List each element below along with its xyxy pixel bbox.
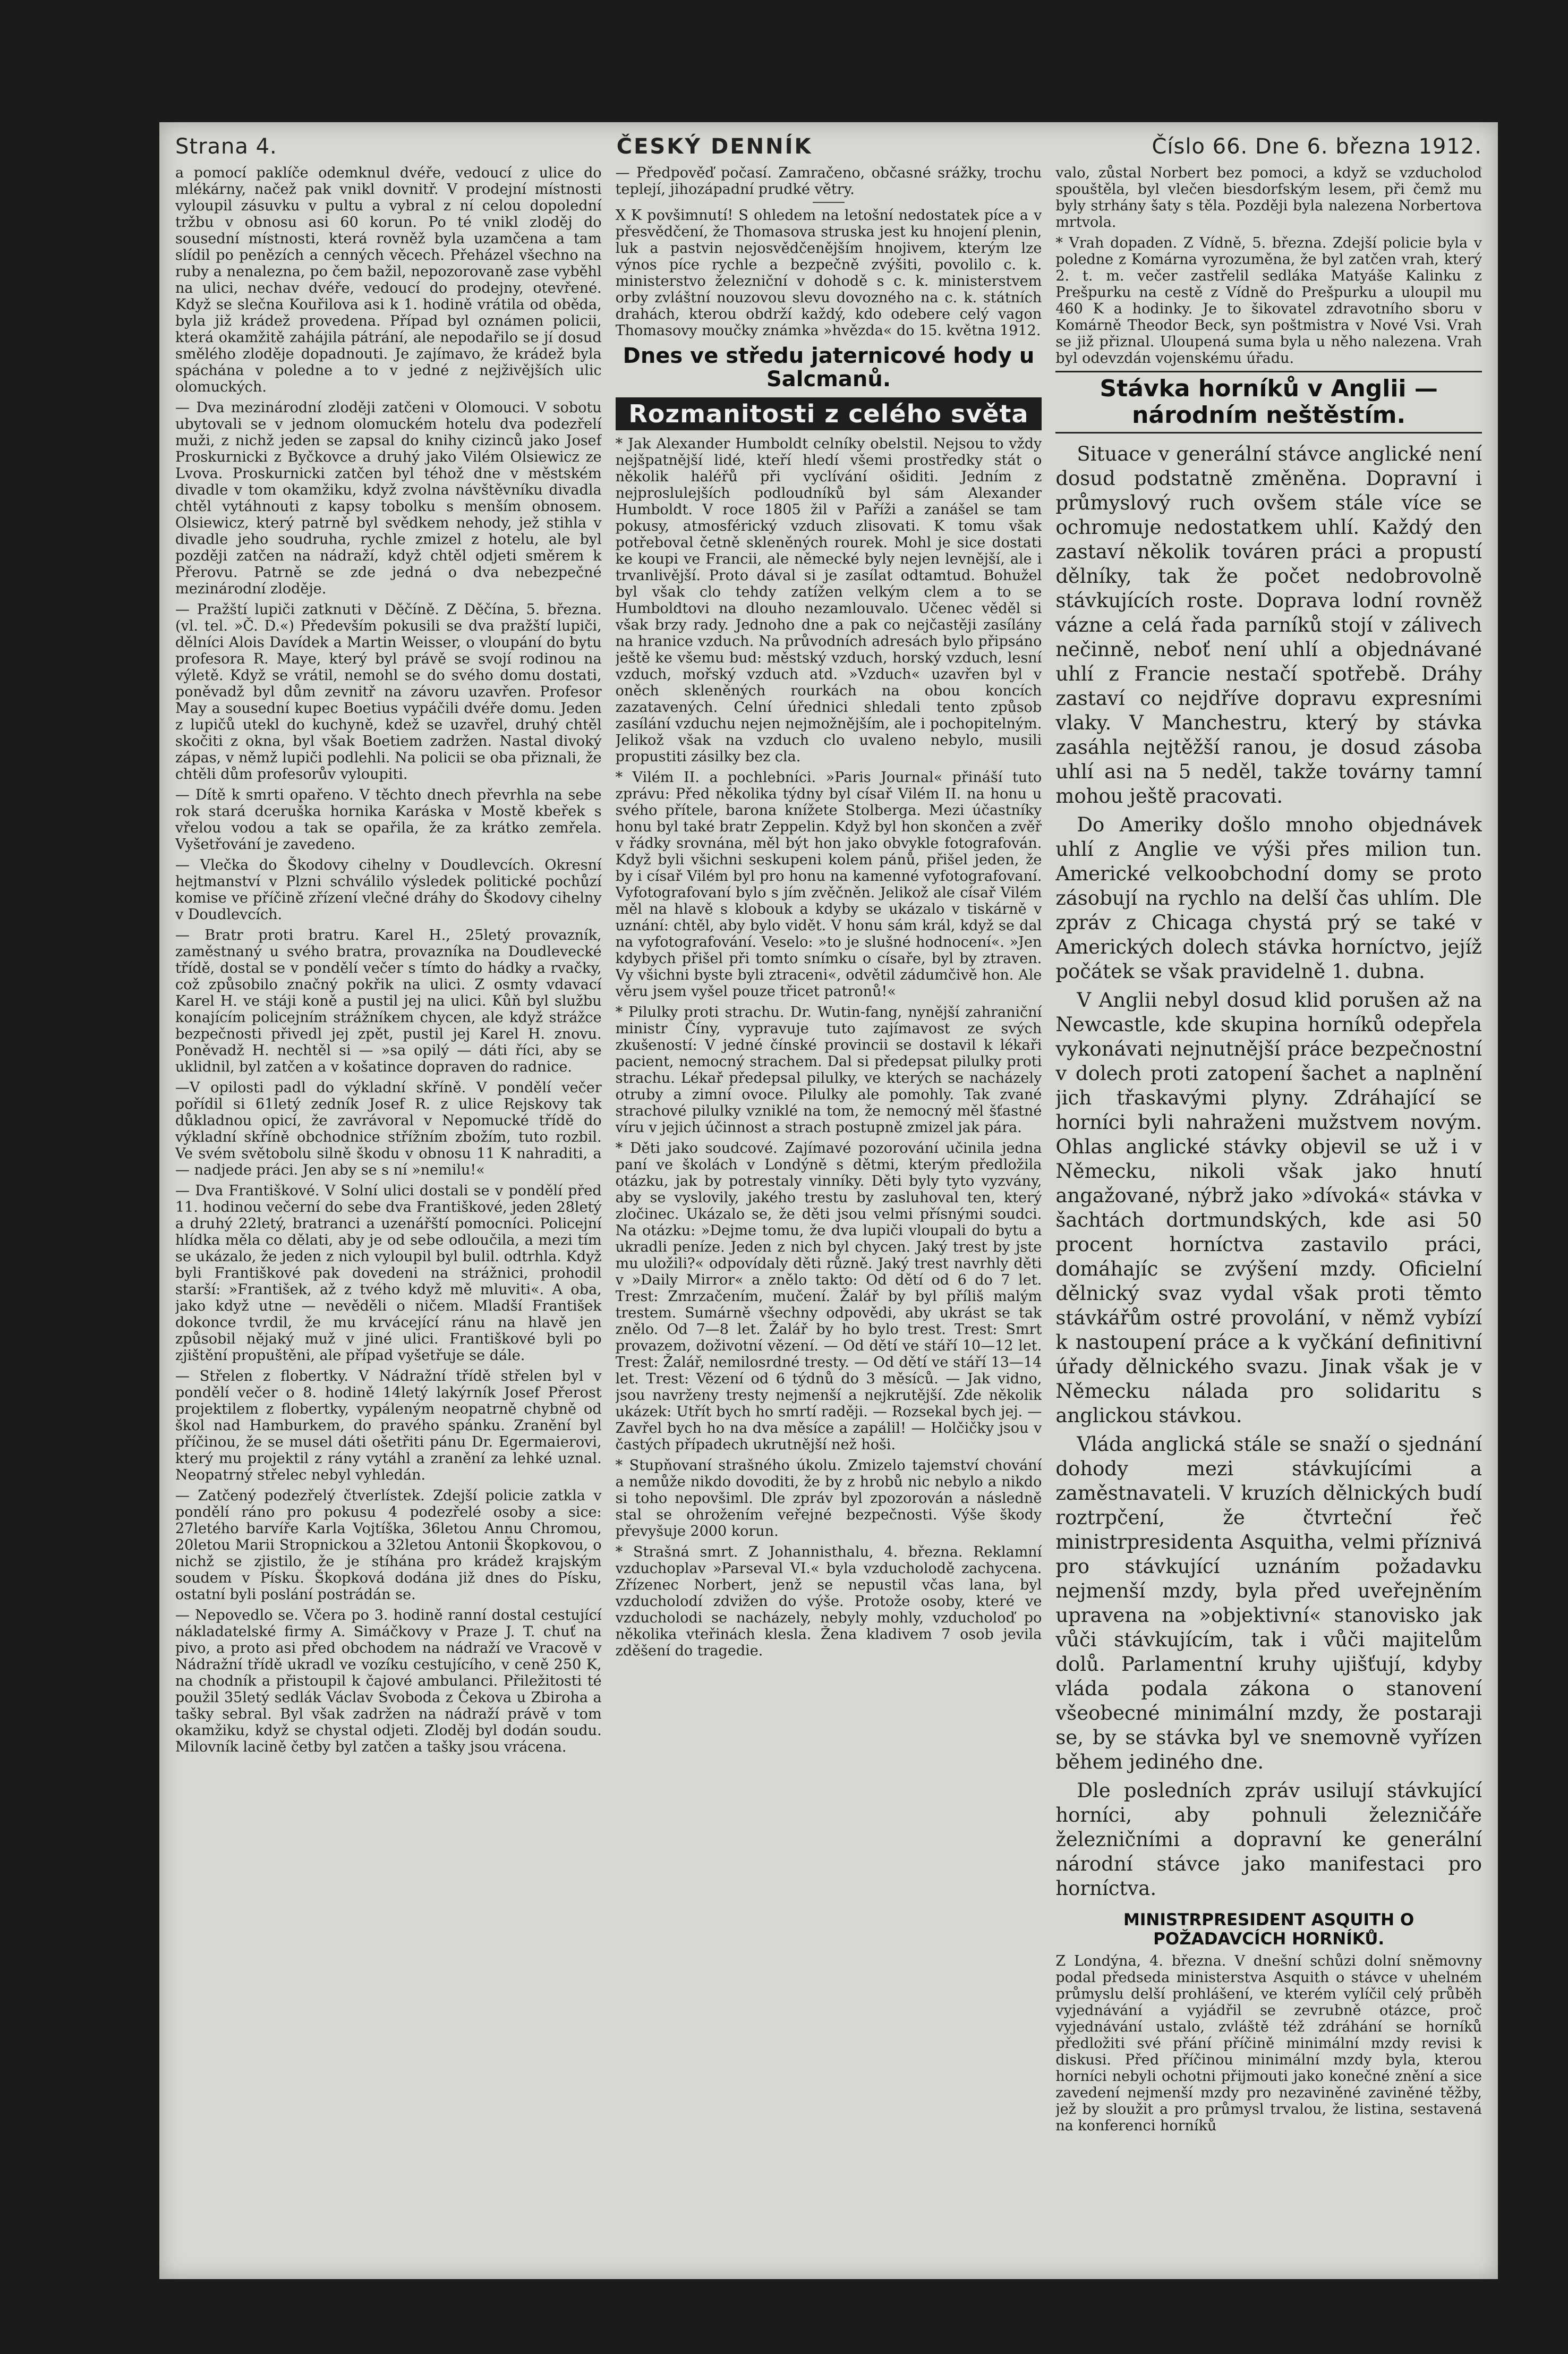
article-paragraph: * Jak Alexander Humboldt celníky obelstil. Nejsou to vždy nejšpatnější lidé, kteří hledí všemi prostředky stát o několik haléřů při vyclívání ošiditi. Jedním z nejproslulejších podloudníků byl sám Alexander Humboldt. V roce 1805 žil v Paříži a zanášel se tam pokusy, atmosférický vzduch zlisovati. K tomu však potřeboval četně skleněných rourek. Mohl je sice dostati ke koupi ve Francii, ale německé byly nejen levnější, ale i trvanlivější. Proto dával si je zasílat odtamtud. Bohužel byl však clo tehdy zatížen velkým clem a to se Humboldtovi na dlouho nezamlouvalo. Učenec věděl si však brzy rady. Jednoho dne a pak co nejčastěji zasílány na hranice vzduch. Na průvodních adresách bylo připsáno ještě ke všemu bud: městský vzduch, horský vzduch, lesní vzduch, mořský vzduch atd. »Vzduch« uzavřen byl v oněch skleněných rourkách na obou koncích zazatavených. Celní úřednici shledali tento způsob zasílání vzduchu nejen nejmožnějším, ale i pochopitelným. Jelikož však na vzduch clo uvaleno nebylo, musili propustiti zásilky bez cla. — [615, 436, 1042, 765]
article-paragraph: Z Londýna, 4. března. V dnešní schůzi dolní sněmovny podal předseda ministerstva Asquith o stávce v uhelném průmyslu delší prohlášení, ve kterém vylíčil celý průběh vyjednávání a vyjádřil se zevrubně otázce, proč vyjednávání ustalo, zvláště též zdráhání se horníků předložiti své přání příčině minimální mzdy revisi k diskusi. Před příčinou minimální mzdy byla, kterou horníci nebyli ochotni přijmouti jako konečné znění a sice zavedení nejmenší mzdy pro nezaviněné zaviněné těžby, jež by sloužit a pro průmysl trvalou, že listina, sestavená na konferenci horníků — [1055, 1953, 1482, 2134]
article-paragraph: Situace v generální stávce anglické není dosud podstatně změněna. Dopravní i průmyslový ruch ovšem stále více se ochromuje nedostatkem uhlí. Každý den zastaví několik továren práci a propustí dělníky, tak že počet nedobrovolně stávkujících roste. Doprava lodní rovněž vázne a celá řada parníků stojí v zálivech nečinně, neboť není uhlí a objednávané uhlí z Francie nestačí spotřebě. Dráhy zastaví co nejdříve dopravu expresními vlaky. V Manchestru, který by stávka zasáhla nejtěžší ranou, je dosud zásoba uhlí asi na 5 neděl, takže továrny tamní mohou ještě pracovati. — [1055, 443, 1482, 808]
newspaper-page — [159, 122, 1498, 2279]
article-paragraph: * Vrah dopaden. Z Vídně, 5. března. Zdejší policie byla v poledne z Komárna vyrozuměna, že byl zatčen vrah, který 2. t. m. večer zastřelil sedláka Matyáše Kalinku z Prešpurku na cestě z Vídně do Prešpurku a uloupil mu 460 K a hodinky. Je to šikovatel zdravotního sboru v Komárně Theodor Beck, syn poštmistra v Nové Vsi. Vrah se již přiznal. Uloupená suma byla u něho nalezena. Vrah byl odevzdán vojenskému úřadu. — [1055, 235, 1482, 367]
article-paragraph: Dle posledních zpráv usilují stávkující horníci, aby pohnuli železničáře železničními a dopravní ke generální národní stávce jako manifestaci pro horníctva. — [1055, 1779, 1482, 1900]
article-paragraph: * Strašná smrt. Z Johannisthalu, 4. března. Reklamní vzduchoplav »Parseval VI.« byla vzducholodě zachycena. Zřízenec Norbert, jenž se nepustil včas lana, byl vzducholodí zdvižen do výše. Protože osoby, které ve vzducholodi se nacházely, nebyly mohly, vzducholoď po několika vteřinách klesla. Žena kladivem 7 osob jevila zděšení do tragedie. — [615, 1544, 1042, 1659]
divider — [813, 202, 845, 203]
article-paragraph: * Pilulky proti strachu. Dr. Wutin-fang, nynější zahraniční ministr Číny, vypravuje tuto zajímavost ze svých zkušeností: V jedné čínské provincii se dostavil k lékaři pacient, nemocný strachem. Dal si předepsat pilulky proti strachu. Lékař předepsal pilulky, ve kterých se nacházely otruby a zimní ovoce. Pilulky ale pomohly. Tak zvané strachové pilulky vzniklé na tom, že nemocný měl šťastné víru v jejich účinnost a strach postupně zmizel jak pára. — [615, 1004, 1042, 1136]
article-paragraph: — Nepovedlo se. Včera po 3. hodině ranní dostal cestující nákladatelské firmy A. Simáčkovy v Praze J. T. chuť na pivo, a proto asi před obchodem na nádraží ve Vracově v Nádražní třídě ukradl ve vozíku cestujícího, v ceně 250 K, na chodník a přistoupil k čajové ambulanci. Přiležitosti té použil 35letý sedlák Václav Svoboda z Čekova u Zbiroha a tašky sebral. Byl však zadržen na nádraží právě v tom okamžiku, když se chystal odjeti. Zloděj byl dodán soudu. Milovník lacině četby byl zatčen a tašky jsou vrácena. — [175, 1607, 602, 1755]
subheadline: MINISTRPRESIDENT ASQUITH O POŽADAVCÍCH HORNÍKŮ. — [1123, 1910, 1414, 1949]
column-1 — [175, 165, 602, 2258]
masthead — [175, 131, 1482, 163]
ad-headline: Dnes ve středu jaternicové hody u Salcmanů. — [623, 344, 1035, 392]
section-banner: Rozmanitosti z celého světa — [616, 397, 1042, 430]
article-paragraph: valo, zůstal Norbert bez pomoci, a když se vzducholoď spouštěla, byl vlečen biesdorfským lesem, při čemž mu byly strhány šaty s těla. Později byla nalezena Norbertova mrtvola. — [1055, 165, 1482, 231]
newspaper-title: ČESKÝ DENNÍK — [616, 134, 813, 159]
article-paragraph: * Stupňovaní strašného úkolu. Zmizelo tajemství chování a nemůže nikdo dovoditi, že by z hrobů nic nebylo a nikdo si toho nepovšiml. Dle zpráv byl zpozorován a následně stal se ohrožením veřejné bezpečnosti. Výše škody převyšuje 2000 korun. — [615, 1457, 1042, 1540]
article-paragraph: — Vlečka do Škodovy cihelny v Doudlevcích. Okresní hejtmanství v Plzni schválilo výsledek politické pochůzí komise ve příčině zřízení vlečné dráhy do Škodovy cihelny v Doudlevcích. — [175, 857, 602, 923]
article-paragraph: — Dva Františkové. V Solní ulici dostali se v pondělí před 11. hodinou večerní do sebe dva Františkové, jeden 28letý a druhý 22letý, bratranci a uzenářští pomocníci. Policejní hlídka měla co dělati, aby je od sebe odloučila, a mezi tím se ukázalo, že jeden z nich vyloupil byl bulil. odtrhla. Když byli Františkové pak dovedeni na strážnici, prohodil starší: »František, až z tvého když mě mluviti«. A oba, jako když utne — nevěděli o ničem. Mladší František dokonce tvrdil, že mu krvácející ránu na hlavě jen způsobil nějaký muž v jiné ulici. Františkové byli po zjištění propuštěni, ale případ vyšetřuje se dále. — [175, 1183, 602, 1364]
article-paragraph: V Anglii nebyl dosud klid porušen až na Newcastle, kde skupina horníků odepřela vykonávati nejnutnější práce bezpečnostní v dolech proti zatopení šachet a naplnění jich třaskavými plyny. Zdráhající se horníci byli nahraženi mužstvem novým. Ohlas anglické stávky objevil se už i v Německu, nikoli však jako hnutí angažované, nýbrž jako »dívoká« stávka v šachtách dortmundských, kde asi 50 procent horníctva zastavilo práci, domáhajíc se zvýšení mzdy. Oficielní dělnický svaz vydal však proti těmto stávkářům ostré provolání, v němž vybízí k nastoupení práce a k vyčkání definitivní úřady dělnického svazu. Jinak však je v Německu nálada pro solidaritu s anglickou stávkou. — [1055, 989, 1482, 1427]
columns — [175, 165, 1482, 2258]
article-headline: Stávka horníků v Anglii — národním neštěstím. — [1055, 371, 1482, 434]
article-paragraph: * Vilém II. a pochlebníci. »Paris Journal« přináší tuto zprávu: Před několika týdny byl císař Vilém II. na honu u svého přítele, barona knížete Stolberga. Mezi účastníky honu byl také bratr Zeppelin. Když byl hon skončen a zvěř v řádky srovnána, měl být hon jako obvykle fotografován. Když byli všichni seskupeni kolem pánů, přišel jeden, že by i císař Vilém byl pro honu na kamenné vyfotografovaní. Vyfotografovaní bylo s jím zvěčněn. Jelikož ale císař Vilém měl na hlavě s klobouk a kdyby se ukázalo v tiskárně v uznání: chtěl, aby bylo vidět. V honu sám král, když se dal na vyfotografování. Veselo: »to je slušné hodnocení«. »Jen kdybych přišel při tomto snímku o císaře, byl by ztraven. Vy všichni byste byli ztraceni«, odvětil zádumčivě hon. Ale věru jsem vyšel pouze třicet patronů!« — [615, 769, 1042, 1000]
article-paragraph: * Děti jako soudcové. Zajímavé pozorování učinila jedna paní ve školách v Londýně s dětmi, kterým předložila otázku, jak by potrestaly vinníky. Děti byly tyto vyzvány, aby se vyslovily, jakého trestu by zasluhoval ten, který zločinec. Ukázalo se, že děti jsou velmi přísnými soudci. Na otázku: »Dejme tomu, že dva lupiči vloupali do bytu a ukradli peníze. Jeden z nich byl chycen. Jaký trest by jste mu uložili?« odpovídaly děti různě. Jaký trest navrhly děti v »Daily Mirror« a znělo takto: Od dětí od 6 do 7 let. Trest: Zmrzačením, mučení. Žalář by byl příliš malým trestem. Sumárně všechny odpovědi, aby ukrást se tak znělo. Od 7—8 let. Žalář by ho bylo trest. Trest: Smrt provazem, doživotní vězení. — Od dětí ve stáří 10—12 let. Trest: Žalář, nemilosrdné tresty. — Od dětí ve stáří 13—14 let. Trest: Vězení od 6 týdnů do 3 měsíců. — Jak vidno, jsou navrženy tresty nejmenší a nejkrutější. Zde několik ukázek: Utřít bych ho smrtí raději. — Rozsekal bych jej. — Zavřel bych ho na dva měsíce a zapálil! — Holčičky jsou v častých případech ukrutnější než hoši. — [615, 1140, 1042, 1453]
article-paragraph: — Bratr proti bratru. Karel H., 25letý provazník, zaměstnaný u svého bratra, provazníka na Doudlevecké třídě, dostal se v pondělí večer s tímto do hádky a rvačky, což způsobilo značný pokřik na ulici. Z osmty vdavací Karel H. ve stáji koně a pustil jej na ulici. Kůň byl službu konajícím policejním strážníkem chycen, ale když strážce bezpečnosti přivedl jej zpět, pustil jej Karel H. znovu. Poněvadž H. nechtěl si — »sa opilý — dáti říci, aby se uklidnil, byl zatčen a v košatince dopraven do radnice. — [175, 927, 602, 1075]
article-paragraph: — Pražští lupiči zatknuti v Děčíně. Z Děčína, 5. března. (vl. tel. »Č. D.«) Především pokusili se dva pražští lupiči, dělníci Alois Davídek a Martin Weisser, o vloupání do bytu profesora R. Maye, který byl právě se svojí rodinou na výletě. Když se vrátil, nemohl se do svého domu dostati, poněvadž byl dům zevnitř na závoru uzavřen. Profesor May a sousední kupec Boetius vypáčili dvéře domu. Jeden z lupičů utekl do kuchyně, kdež se uzavřel, druhý chtěl skočiti z okna, byl však Boetiem zadržen. Nastal divoký zápas, v němž lupiči podlehli. Na policii se oba přiznali, že chtěli dům profesorův vyloupiti. — [175, 601, 602, 783]
article-paragraph: — Dva mezinárodní zloději zatčeni v Olomouci. V sobotu ubytovali se v jednom olomuckém hotelu dva podezřelí muži, z nichž jeden se zapsal do knihy cizinců jako Josef Proskurnicki z Byčkovce a druhý jako Vilém Olsiewicz ze Lvova. Proskurnicki zatčen byl téhož dne v městském divadle v tom okamžiku, když zvolna návštěvníku divadla chtěl vytáhnouti z kapsy tobolku s menším obnosem. Olsiewicz, který patrně byl svědkem nehody, jež stihla v divadle jeho soudruha, rychle zmizel z hotelu, ale byl později zatčen na nádraží, když chtěl odjeti směrem k Přerovu. Patrně se zde jedná o dva nebezpečné mezinárodní zloděje. — [175, 400, 602, 597]
column-2 — [616, 165, 1042, 2258]
article-paragraph: — Zatčený podezřelý čtverlístek. Zdejší policie zatkla v pondělí ráno pro pokusu 4 podezřelé osoby a sice: 27letého barvíře Karla Vojtíška, 36letou Annu Chromou, 20letou Marii Stropnickou a 32letou Antonii Škopkovou, o nichž se zjistilo, že je stíhána pro krádež krajským soudem v Písku. Škopková dodána již dnes do Písku, ostatní byli poslání postrádán se. — [175, 1488, 602, 1603]
column-3 — [1055, 165, 1482, 2258]
article-paragraph: — Předpověď počasí. Zamračeno, občasné srážky, trochu teplejí, jihozápadní prudké větry. — [615, 165, 1042, 198]
article-paragraph: — Dítě k smrti opařeno. V těchto dnech převrhla na sebe rok stará dceruška hornika Karáska v Mostě kbeřek s vřelou vodou a tak se opařila, že za krátko zemřela. Vyšetřování je zavedeno. — [175, 787, 602, 853]
article-paragraph: — Střelen z flobertky. V Nádražní třídě střelen byl v pondělí večer o 8. hodině 14letý lakýrník Josef Přerost projektilem z flobertky, vypáleným neopatrně chybně od škol nad Hamburkem, do pravého spánku. Zranění byl příčinou, že se musel dáti ošetřiti pánu Dr. Egermaierovi, který mu projektil z rány vytáhl a zranění za lehké uznal. Neopatrný střelec nebyl vyhledán. — [175, 1368, 602, 1483]
article-paragraph: Do Ameriky došlo mnoho objednávek uhlí z Anglie ve výši přes milion tun. Americké velkoobchodní domy se proto zásobují na rychlo na delší čas uhlím. Dle zpráv z Chicaga chystá prý se také v Amerických dolech stávka horníctvo, jejíž počátek se však pravidelně 1. dubna. — [1055, 813, 1482, 983]
issue-date: Číslo 66. Dne 6. března 1912. — [1152, 134, 1482, 159]
article-paragraph: —V opilosti padl do výkladní skříně. V pondělí večer pořídil si 61letý zedník Josef R. z ulice Rejskovy tak důkladnou opicí, že zavrávoral v Nepomucké třídě do výkladní skříně obchodnice střížním zbožím, tuto rozbil. Ve svém světobolu silně škodu v obnosu 11 K nahraditi, a — nadjede práci. Jen aby se s ní »nemilu!« — [175, 1080, 602, 1178]
article-paragraph: Vláda anglická stále se snaží o sjednání dohody mezi stávkujícími a zaměstnavateli. V kruzích dělnických budí roztrpčení, že čtvrteční řeč ministrpresidenta Asquitha, velmi příznivá pro stávkující uznáním požadavku nejmenší mzdy, byla před uveřejněním upravena na »objektivní« stanovisko jak vůči stávkujícím, tak i vůči majitelům dolů. Parlamentní kruhy ujišťují, kdyby vláda podala zákona o stanovení všeobecné minimální mzdy, že postaraji se, by se stávka byl ve snemovně vyřízen během jediného dne. — [1055, 1433, 1482, 1773]
article-paragraph: a pomocí paklíče odemknul dvéře, vedoucí z ulice do mlékárny, načež pak vnikl dovnitř. V prodejní místnosti vyloupil zásuvku v pultu a vybral z ní celou dopolední tržbu v obnosu asi 60 korun. Po té vnikl zloděj do sousední místnosti, která rovněž byla uzamčena a tam slídil po penězích a cenných věcech. Přeházel všechno na ruby a nenalezna, po čem bažil, nepozorovaně zase vyběhl na ulici, nechav dvéře, vedoucí do prodejny, otevřené. Když se slečna Kouřilova asi k 1. hodině vrátila od oběda, byla již krádež provedena. Případ byl oznámen policii, která okamžitě zahájila pátrání, ale nepodařilo se jí dosud smělého zloděje dopadnouti. Je zajímavo, že krádež byla spáchána v poledne a to v jedné z nejživějších ulic olomuckých. — [175, 165, 602, 395]
article-paragraph: X K povšimnutí! S ohledem na letošní nedostatek píce a v přesvědčení, že Thomasova struska jest ku hnojení plenin, luk a pastvin nejosvědčenějším hnojivem, kterým lze výnos píce rychle a bezpečně zvýšiti, povolilo c. k. ministerstvo železniční v dohodě s c. k. ministerstvem orby zvláštní nouzovou slevu dovozného na c. k. státních drahách, kterou obdrží každý, kdo odebere celý vagon Thomasovy moučky známka »hvězda« do 15. května 1912. — [615, 207, 1042, 339]
page-number: Strana 4. — [175, 134, 277, 159]
